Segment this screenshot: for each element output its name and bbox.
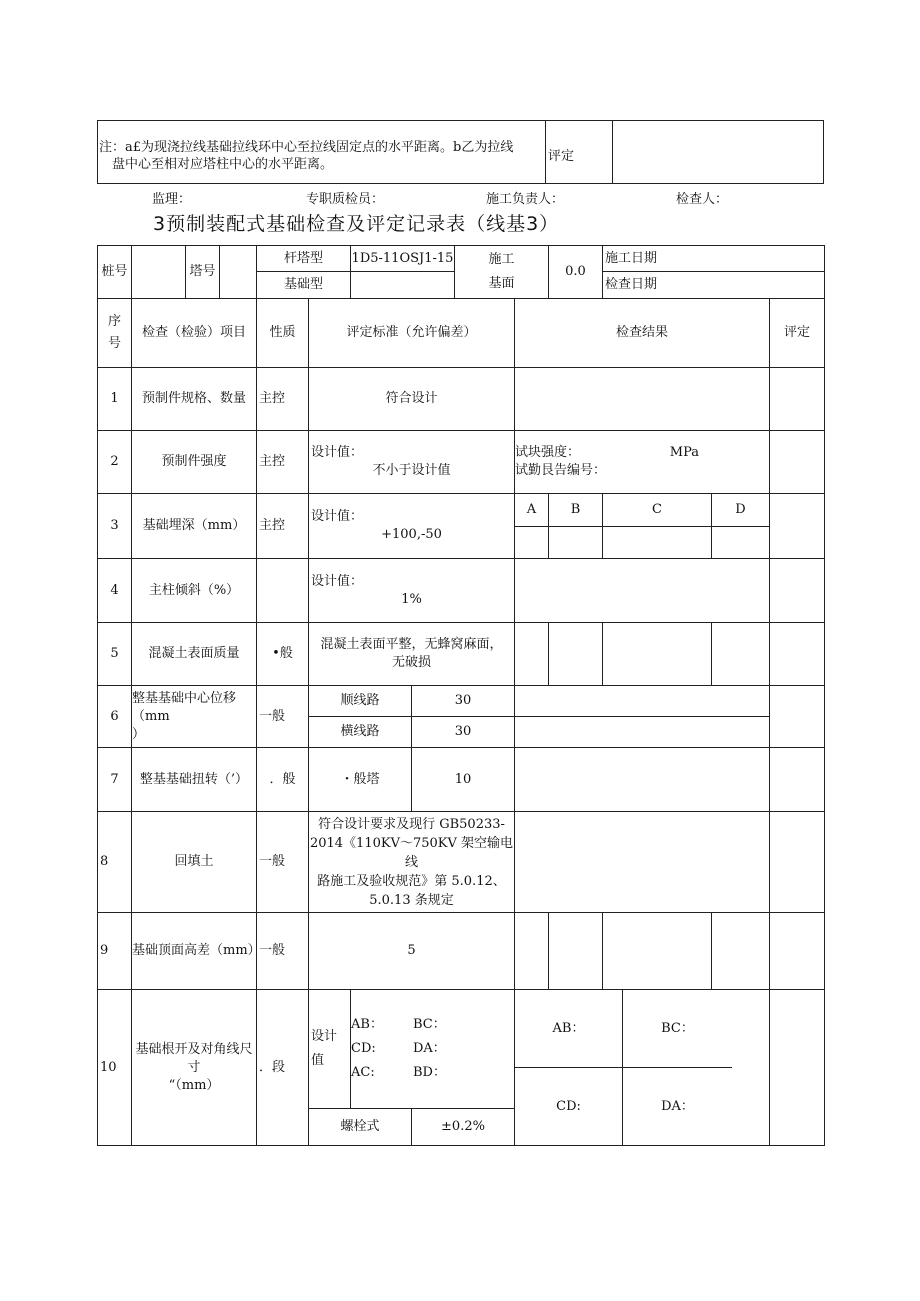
row3-val-b[interactable] <box>549 527 603 559</box>
row2-result-strength: 试块强度： <box>515 445 581 460</box>
row10-result-cell[interactable] <box>515 990 770 1146</box>
row3-eval[interactable] <box>770 494 825 559</box>
row10-no: 10 <box>98 990 132 1146</box>
table-row <box>98 686 825 717</box>
row2-nature: 主控 <box>257 431 309 494</box>
row6-no: 6 <box>98 686 132 748</box>
row5-standard-line1: 混凝土表面平整，无蜂窝麻面， <box>320 637 503 652</box>
foundation-type-value[interactable] <box>351 272 455 299</box>
row5-no: 5 <box>98 623 132 686</box>
row2-item: 预制件强度 <box>132 431 257 494</box>
row6-item-cell <box>132 686 257 748</box>
inspector-label: 检查人： <box>676 192 729 207</box>
row3-nature: 主控 <box>257 494 309 559</box>
row3-val-d[interactable] <box>712 527 770 559</box>
row2-no: 2 <box>98 431 132 494</box>
row2-standard: 不小于设计值 <box>372 463 451 478</box>
row2-result-unit: MPa <box>669 445 699 460</box>
table-row <box>98 431 825 494</box>
row10-res-da: DA： <box>661 1098 694 1114</box>
note-text-line1: 注：a£为现浇拉线基础拉线环中心至拉线固定点的水平距离。b乙为拉线 <box>99 140 514 155</box>
row4-nature <box>257 559 309 623</box>
row8-standard-cell <box>309 812 515 913</box>
row4-no: 4 <box>98 559 132 623</box>
row9-standard: 5 <box>309 913 515 990</box>
note-eval-label: 评定 <box>548 149 575 164</box>
table-row <box>98 559 825 623</box>
row10-design-line1: 设计 <box>311 1028 338 1044</box>
pile-no-value[interactable] <box>132 246 186 299</box>
row10-bc: BC： <box>413 1016 446 1032</box>
row3-item: 基础埋深（mm） <box>132 494 257 559</box>
row8-standard-line3: 路施工及验收规范》第 5.0.12、 <box>317 873 506 889</box>
row2-result-report: 试勤艮告编号： <box>515 463 607 478</box>
row10-eval[interactable] <box>770 990 825 1146</box>
row4-item: 主柱倾斜（%） <box>132 559 257 623</box>
quality-inspector-label: 专职质检员： <box>306 192 385 207</box>
row10-res-bc-cell[interactable] <box>623 990 732 1068</box>
row10-res-cd: CD: <box>556 1098 581 1114</box>
note-divider-2 <box>612 120 613 184</box>
row1-nature: 主控 <box>257 368 309 431</box>
row5-item: 混凝土表面质量 <box>132 623 257 686</box>
page-title: 3预制装配式基础检查及评定记录表（线基3） <box>153 213 560 235</box>
row6-item-line1: 整基基础中心位移（mm <box>132 690 237 724</box>
row4-eval[interactable] <box>770 559 825 623</box>
row7-nature: ．般 <box>257 748 309 812</box>
row5-standard-cell <box>309 623 515 686</box>
construction-base-text: 施工基面 <box>488 252 515 291</box>
row3-leg-c: C <box>603 494 712 527</box>
row8-standard-line1: 符合设计要求及现行 GB50233- <box>318 816 505 832</box>
row5-eval[interactable] <box>770 623 825 686</box>
row6-sub2: 横线路 <box>309 717 412 748</box>
row10-bolt: 螺栓式 <box>309 1108 412 1145</box>
row5-standard-line2: 无破损 <box>391 655 431 670</box>
row10-design-values <box>351 990 515 1109</box>
row9-no: 9 <box>98 913 132 990</box>
row10-res-da-cell[interactable] <box>623 1068 732 1145</box>
supervisor-label: 监理： <box>152 192 192 207</box>
row3-val-c[interactable] <box>603 527 712 559</box>
row3-design: 设计值： <box>311 509 364 524</box>
row3-leg-d: D <box>712 494 770 527</box>
row9-val-c[interactable] <box>603 913 712 990</box>
row10-da: DA： <box>413 1040 446 1056</box>
table-row <box>98 623 825 686</box>
row8-eval[interactable] <box>770 812 825 913</box>
row8-result[interactable] <box>515 812 770 913</box>
row7-sub: ・般塔 <box>309 748 412 812</box>
col-seq <box>98 299 132 368</box>
inspection-table <box>97 245 825 1146</box>
col-eval: 评定 <box>770 299 825 368</box>
tower-type-label: 杆塔型 <box>257 246 351 272</box>
row10-bolt-val: ±0.2% <box>412 1108 515 1145</box>
inspection-date-label: 检查日期 <box>603 272 825 299</box>
construction-base-value[interactable]: 0.0 <box>549 246 603 299</box>
row5-val-b[interactable] <box>549 623 603 686</box>
row3-no: 3 <box>98 494 132 559</box>
col-item: 检查（检验）项目 <box>132 299 257 368</box>
row5-val-c[interactable] <box>603 623 712 686</box>
col-standard: 评定标准（允许偏差） <box>309 299 515 368</box>
row10-res-ab-cell[interactable] <box>515 990 623 1068</box>
row10-bd: BD： <box>413 1064 446 1080</box>
row10-item-cell <box>132 990 257 1146</box>
note-divider-1 <box>545 120 546 184</box>
row8-no: 8 <box>98 812 132 913</box>
row6-nature: 一般 <box>257 686 309 748</box>
table-row <box>98 494 825 527</box>
row10-ab: AB： <box>351 1016 383 1032</box>
row10-ac: AC: <box>351 1064 375 1080</box>
pile-no-label: 桩号 <box>98 246 132 299</box>
construction-base-label <box>455 246 549 299</box>
row10-res-ab: AB： <box>552 1020 585 1036</box>
row2-eval[interactable] <box>770 431 825 494</box>
note-text-line2: 盘中心至相对应塔柱中心的水平距离。 <box>112 157 334 172</box>
row7-result[interactable] <box>515 748 770 812</box>
row1-no: 1 <box>98 368 132 431</box>
row6-val1: 30 <box>412 686 515 717</box>
row6-sub1: 顺线路 <box>309 686 412 717</box>
row10-nature: ．段 <box>257 990 309 1146</box>
row8-item: 回填土 <box>132 812 257 913</box>
table-row <box>98 368 825 431</box>
row10-item-line1: 基础根开及对角线尺寸 <box>135 1041 253 1075</box>
row4-design: 设计值： <box>311 573 364 589</box>
row6-result2[interactable] <box>515 717 770 748</box>
row2-standard-cell <box>309 431 515 494</box>
row6-item-line2: ） <box>132 726 146 742</box>
col-result: 检查结果 <box>515 299 770 368</box>
row8-standard-line4: 5.0.13 条规定 <box>369 892 454 908</box>
row5-val-d[interactable] <box>712 623 770 686</box>
row10-design-cell <box>309 990 351 1109</box>
row3-standard: +100,-50 <box>381 527 442 542</box>
row3-val-a[interactable] <box>515 527 549 559</box>
row3-leg-a: A <box>515 494 549 527</box>
row1-eval[interactable] <box>770 368 825 431</box>
table-row <box>98 990 825 1109</box>
col-seq-text: 序号 <box>107 314 121 351</box>
construction-date-label: 施工日期 <box>603 246 825 272</box>
row2-result-cell[interactable] <box>515 431 770 494</box>
row5-nature: •般 <box>257 623 309 686</box>
table-row <box>98 913 825 990</box>
row2-design: 设计值： <box>311 445 364 460</box>
row9-item: 基础顶面高差（mm） <box>132 913 257 990</box>
row6-result1[interactable] <box>515 686 770 717</box>
row7-no: 7 <box>98 748 132 812</box>
row10-item-line2: “（mm） <box>168 1077 220 1093</box>
construction-lead-label: 施工负责人： <box>486 192 565 207</box>
table-row <box>98 748 825 812</box>
row6-eval[interactable] <box>770 686 825 748</box>
foundation-type-label: 基础型 <box>257 272 351 299</box>
row3-standard-cell <box>309 494 515 559</box>
row9-eval[interactable] <box>770 913 825 990</box>
row3-leg-b: B <box>549 494 603 527</box>
row4-standard: 1% <box>401 591 422 607</box>
row10-res-cd-cell[interactable] <box>515 1068 623 1145</box>
table-row <box>98 812 825 913</box>
row4-result[interactable] <box>515 559 770 623</box>
row5-val-a[interactable] <box>515 623 549 686</box>
col-nature: 性质 <box>257 299 309 368</box>
row8-nature: 一般 <box>257 812 309 913</box>
row6-val2: 30 <box>412 717 515 748</box>
row7-item: 整基基础扭转（’） <box>132 748 257 812</box>
row1-item: 预制件规格、数量 <box>132 368 257 431</box>
row9-nature: 一般 <box>257 913 309 990</box>
row1-standard: 符合设计 <box>309 368 515 431</box>
tower-type-value[interactable]: 1D5-11OSJ1-15 <box>351 246 455 272</box>
tower-no-label: 塔号 <box>186 246 220 299</box>
row9-val-d[interactable] <box>712 913 770 990</box>
row4-standard-cell <box>309 559 515 623</box>
row9-val-a[interactable] <box>515 913 549 990</box>
row7-eval[interactable] <box>770 748 825 812</box>
row10-design-line2: 值 <box>311 1052 325 1068</box>
row9-val-b[interactable] <box>549 913 603 990</box>
tower-no-value[interactable] <box>220 246 257 299</box>
row10-cd: CD: <box>351 1040 376 1056</box>
row1-result[interactable] <box>515 368 770 431</box>
row10-res-bc: BC： <box>661 1020 694 1036</box>
row8-standard-line2: 2014《110KV～750KV 架空输电线 <box>309 835 514 870</box>
row7-val: 10 <box>412 748 515 812</box>
